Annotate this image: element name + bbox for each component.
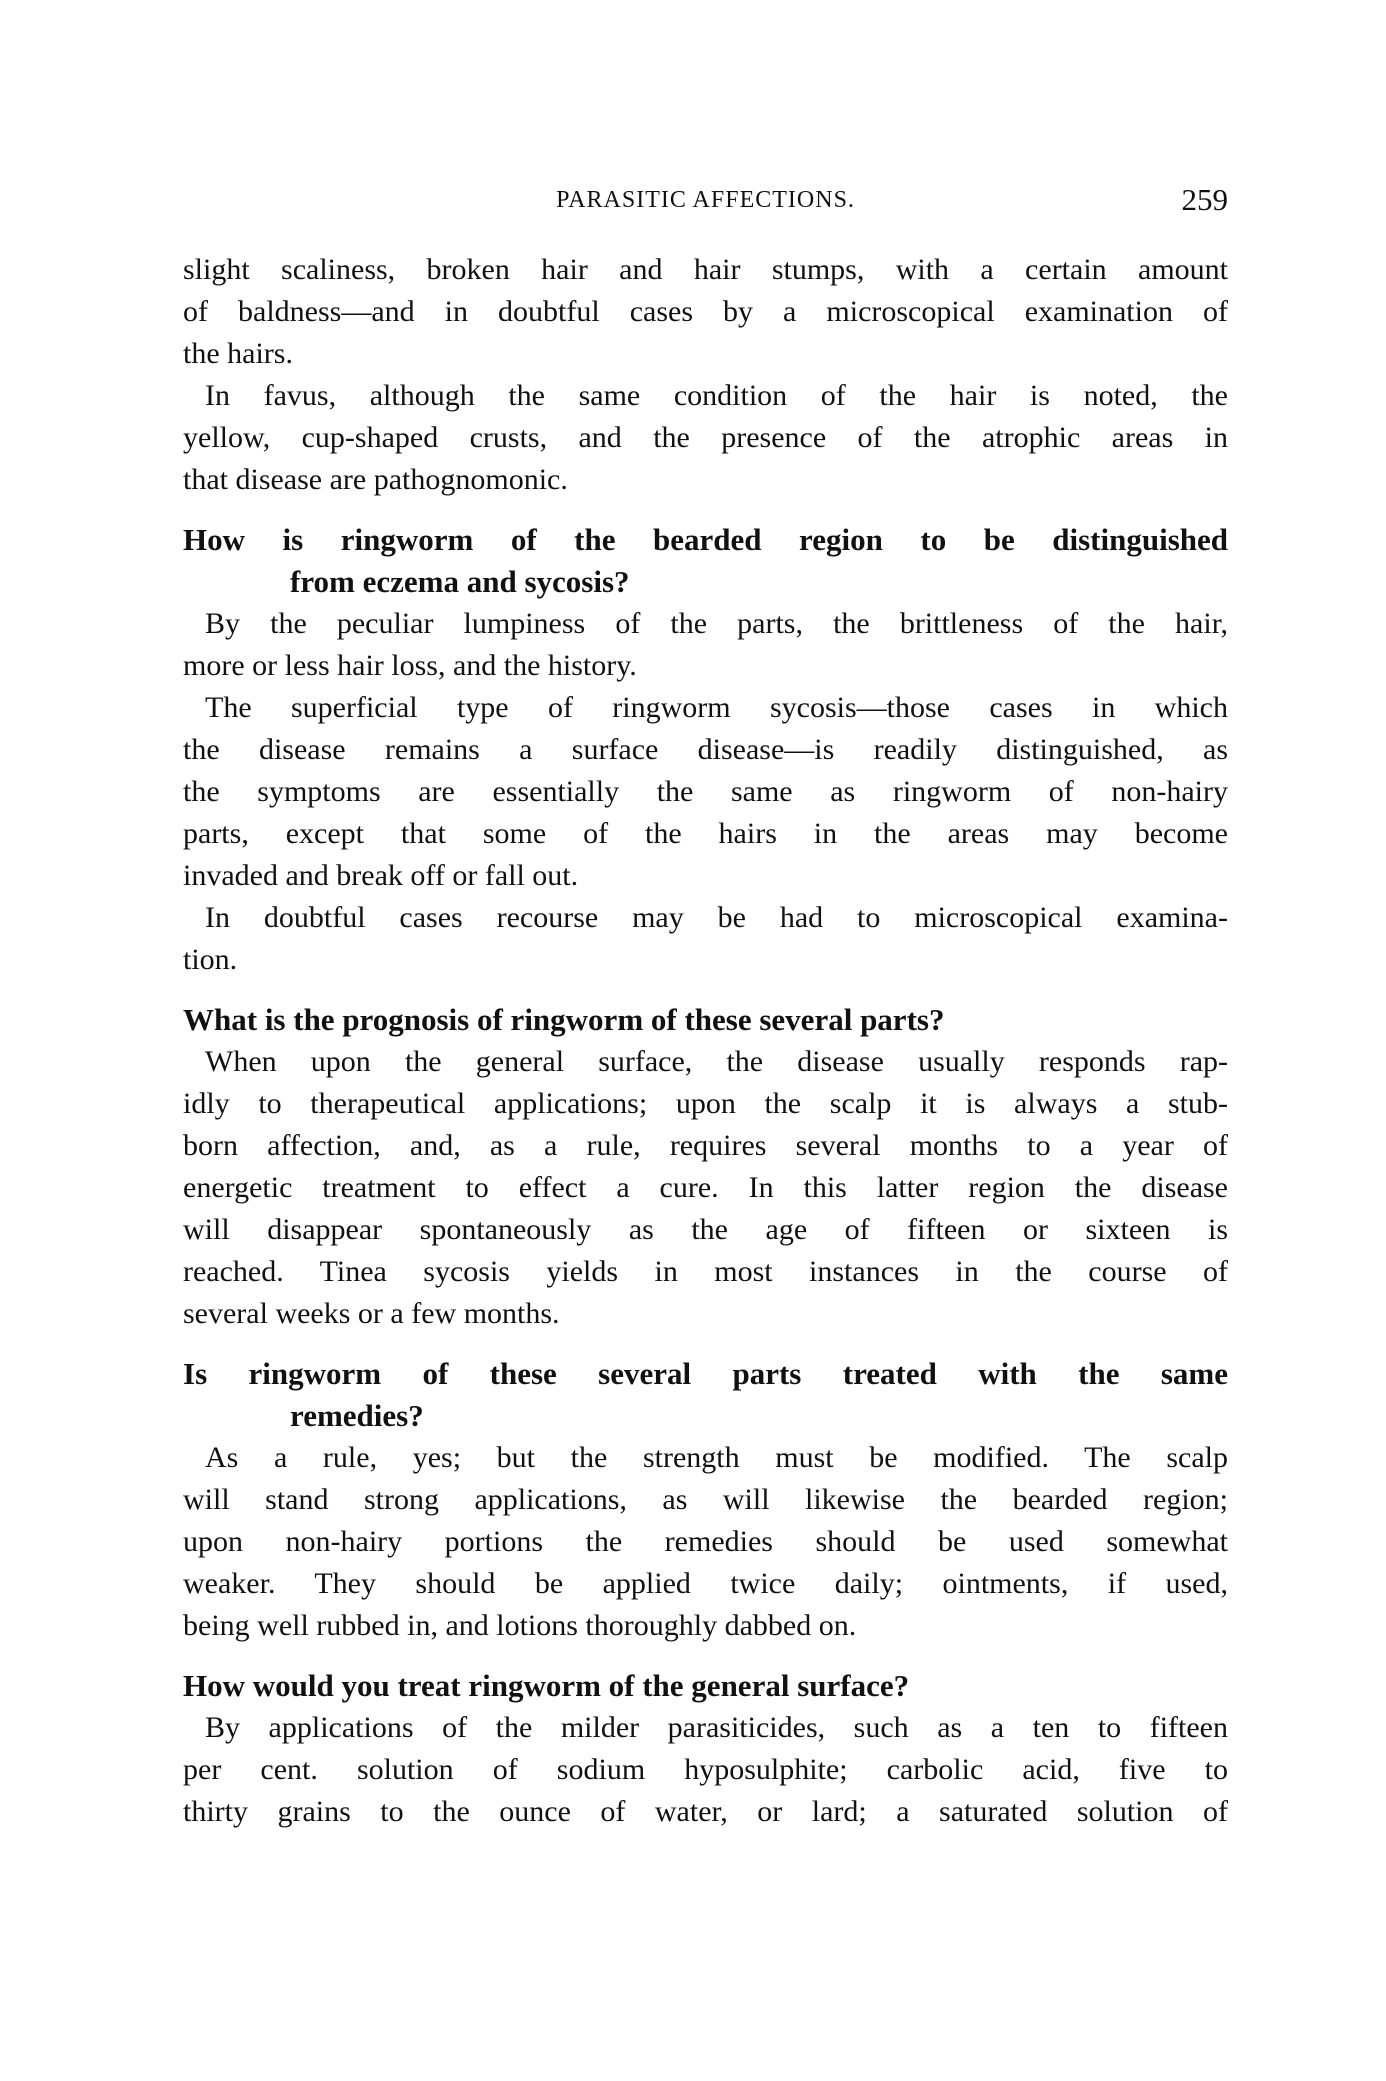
question-heading bbox=[183, 1353, 1228, 1437]
heading-line: How is ringworm of the bearded region to be distinguished bbox=[183, 522, 1228, 557]
text-line: born affection, and, as a rule, requires several months to a year of bbox=[183, 1129, 1228, 1162]
text-line: the hairs. bbox=[183, 337, 293, 370]
text-line: In doubtful cases recourse may be had to microscopical examina- bbox=[205, 901, 1228, 934]
text-line: In favus, although the same condition of the hair is noted, the bbox=[205, 379, 1228, 412]
text-line: the disease remains a surface disease—is readily distinguished, as bbox=[183, 733, 1228, 766]
text-line: idly to therapeutical applications; upon the scalp it is always a stub- bbox=[183, 1087, 1228, 1120]
text-line: yellow, cup-shaped crusts, and the presence of the atrophic areas in bbox=[183, 421, 1228, 454]
paragraph bbox=[183, 1707, 1228, 1833]
paragraph bbox=[183, 687, 1228, 897]
text-line: thirty grains to the ounce of water, or lard; a saturated solution of bbox=[183, 1795, 1228, 1828]
heading-line: Is ringworm of these several parts treated with the same bbox=[183, 1356, 1228, 1391]
running-header bbox=[183, 179, 1228, 221]
text-line: being well rubbed in, and lotions thoroughly dabbed on. bbox=[183, 1609, 857, 1642]
page-body bbox=[183, 249, 1228, 1833]
text-line: slight scaliness, broken hair and hair stumps, with a certain amount bbox=[183, 253, 1228, 286]
question-heading bbox=[183, 999, 1228, 1041]
text-line: will stand strong applications, as will likewise the bearded region; bbox=[183, 1483, 1228, 1516]
text-line: several weeks or a few months. bbox=[183, 1297, 560, 1330]
heading-line: remedies? bbox=[290, 1398, 424, 1433]
text-line: weaker. They should be applied twice daily; ointments, if used, bbox=[183, 1567, 1228, 1600]
text-line: more or less hair loss, and the history. bbox=[183, 649, 637, 682]
text-line: As a rule, yes; but the strength must be modified. The scalp bbox=[205, 1441, 1228, 1474]
question-heading bbox=[183, 1665, 1228, 1707]
text-line: tion. bbox=[183, 943, 238, 976]
text-line: that disease are pathognomonic. bbox=[183, 463, 568, 496]
paragraph bbox=[183, 1041, 1228, 1335]
text-line: reached. Tinea sycosis yields in most instances in the course of bbox=[183, 1255, 1228, 1288]
paragraph bbox=[183, 897, 1228, 981]
page-number: 259 bbox=[1181, 182, 1228, 217]
text-line: invaded and break off or fall out. bbox=[183, 859, 579, 892]
text-line: When upon the general surface, the disease usually responds rap- bbox=[205, 1045, 1228, 1078]
text-line: By applications of the milder parasiticides, such as a ten to fifteen bbox=[205, 1711, 1228, 1744]
text-line: parts, except that some of the hairs in the areas may become bbox=[183, 817, 1228, 850]
text-line: of baldness—and in doubtful cases by a microscopical examination of bbox=[183, 295, 1228, 328]
paragraph bbox=[183, 375, 1228, 501]
paragraph bbox=[183, 1437, 1228, 1647]
heading-line: from eczema and sycosis? bbox=[290, 564, 630, 599]
paragraph bbox=[183, 603, 1228, 687]
paragraph bbox=[183, 249, 1228, 375]
text-line: upon non-hairy portions the remedies should be used somewhat bbox=[183, 1525, 1228, 1558]
question-heading bbox=[183, 519, 1228, 603]
book-page bbox=[183, 179, 1228, 1833]
text-line: By the peculiar lumpiness of the parts, the brittleness of the hair, bbox=[205, 607, 1228, 640]
heading-line: How would you treat ringworm of the general surface? bbox=[183, 1668, 910, 1703]
text-line: energetic treatment to effect a cure. In this latter region the disease bbox=[183, 1171, 1228, 1204]
text-line: The superficial type of ringworm sycosis—those cases in which bbox=[205, 691, 1228, 724]
text-line: the symptoms are essentially the same as ringworm of non-hairy bbox=[183, 775, 1228, 808]
text-line: will disappear spontaneously as the age of fifteen or sixteen is bbox=[183, 1213, 1228, 1246]
text-line: per cent. solution of sodium hyposulphite; carbolic acid, five to bbox=[183, 1753, 1228, 1786]
running-title: PARASITIC AFFECTIONS. bbox=[556, 187, 855, 213]
heading-line: What is the prognosis of ringworm of these several parts? bbox=[183, 1002, 945, 1037]
